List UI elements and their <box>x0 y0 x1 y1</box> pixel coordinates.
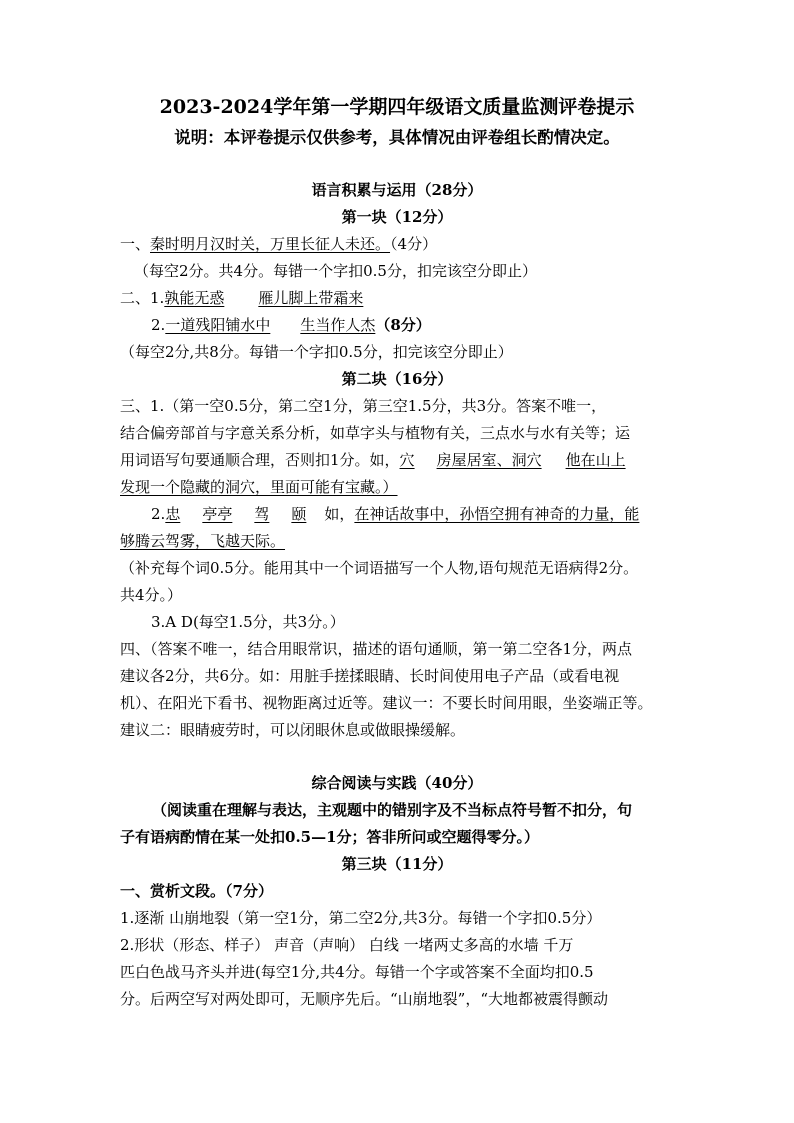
question-2-2-prefix: 2. <box>151 316 166 334</box>
question-2-answer-3: 一道残阳铺水中 <box>165 316 271 334</box>
block1-heading: 第一块（12分） <box>341 208 453 226</box>
section-1-heading: 一、赏析文段。（7分） <box>120 882 273 900</box>
question-2-line1 <box>120 288 363 308</box>
question-3-text: 用词语写句要通顺合理，否则扣1分。如， <box>120 451 400 469</box>
question-2-answer-4: 生当作人杰 <box>300 316 376 334</box>
question-1-answer: 秦时明月汉时关，万里长征人未还。 <box>150 235 391 253</box>
question-3-2-prefix: 2. <box>151 505 166 523</box>
part2-note-line1: （阅读重在理解与表达，主观题中的错别字及不当标点符号暂不扣分，句 <box>152 801 633 819</box>
question-2-answer-2: 雁儿脚上带霜来 <box>258 289 364 307</box>
question-3-line3 <box>120 450 626 470</box>
question-4-line2: 建议各2分，共6分。如：用脏手搓揉眼睛、长时间使用电子产品（或看电视 <box>120 667 620 685</box>
question-1-note: （每空2分。共4分。每错一个字扣0.5分，扣完该空分即止） <box>134 262 537 280</box>
question-1-prefix: 一、 <box>120 235 151 253</box>
reading-question-1: 1.逐渐 山崩地裂（第一空1分，第二空2分,共3分。每错一个字扣0.5分） <box>120 909 602 927</box>
part2-note-line2: 子有语病酌情在某一处扣0.5—1分；答非所问或空题得零分。） <box>120 828 540 846</box>
part2-heading: 综合阅读与实践（40分） <box>311 774 483 792</box>
question-3-2-note-2: 共4分。） <box>120 586 183 604</box>
question-4-line4: 建议二：眼睛疲劳时，可以闭眼休息或做眼操缓解。 <box>120 721 466 739</box>
reading-question-2-line1: 2.形状（形态、样子） 声音（声响） 白线 一堵两丈多高的水墙 千万 <box>120 936 574 954</box>
block2-heading: 第二块（16分） <box>341 370 453 388</box>
question-3-2-sentence-1: 在神话故事中，孙悟空拥有神奇的力量，能 <box>354 505 640 523</box>
question-3-2-line1 <box>151 504 639 524</box>
question-3-2-word-4: 颐 <box>291 505 307 523</box>
question-3-3: 3.A D(每空1.5分，共3分。） <box>151 613 345 631</box>
question-3-answer-3: 他在山上 <box>565 451 626 469</box>
question-2-line2 <box>151 315 431 335</box>
question-3-2-word-1: 忠 <box>165 505 181 523</box>
question-3-line1: 三、1.（第一空0.5分，第二空1分，第三空1.5分，共3分。答案不唯一， <box>120 397 607 415</box>
question-2-score: （8分） <box>375 316 431 334</box>
question-3-2-word-3: 驾 <box>254 505 270 523</box>
question-1 <box>120 234 437 254</box>
reading-question-2-line2: 匹白色战马齐头并进(每空1分,共4分。每错一个字或答案不全面均扣0.5 <box>120 963 594 981</box>
question-2-prefix: 二、1. <box>120 289 165 307</box>
question-3-answer-2: 房屋居室、洞穴 <box>436 451 542 469</box>
question-3-2-word-2: 亭亭 <box>202 505 233 523</box>
question-2-answer-1: 孰能无惑 <box>164 289 225 307</box>
document-subtitle: 说明：本评卷提示仅供参考，具体情况由评卷组长酌情决定。 <box>174 128 620 147</box>
question-2-note: （每空2分,共8分。每错一个字扣0.5分，扣完该空分即止） <box>120 343 513 361</box>
part1-heading: 语言积累与运用（28分） <box>311 181 483 199</box>
reading-question-2-line3: 分。后两空写对两处即可，无顺序先后。“山崩地裂”，“大地都被震得颤动 <box>120 990 609 1008</box>
question-4-line1: 四、（答案不唯一，结合用眼常识，描述的语句通顺，第一第二空各1分，两点 <box>120 640 633 658</box>
question-3-2-ru: 如， <box>324 505 355 523</box>
document-title: 2023-2024学年第一学期四年级语文质量监测评卷提示 <box>159 96 635 118</box>
question-3-2-sentence-2: 够腾云驾雾，飞越天际。 <box>120 532 286 550</box>
question-3-line4: 发现一个隐藏的洞穴，里面可能有宝藏。） <box>120 478 398 496</box>
question-3-answer-1: 穴 <box>399 451 415 469</box>
block3-heading: 第三块（11分） <box>341 855 453 873</box>
question-1-score: （4分） <box>390 235 438 253</box>
question-4-line3: 机）、在阳光下看书、视物距离过近等。建议一：不要长时间用眼，坐姿端正等。 <box>120 694 653 712</box>
question-3-2-note-1: （补充每个词0.5分。能用其中一个词语描写一个人物,语句规范无语病得2分。 <box>120 559 639 577</box>
question-3-line2: 结合偏旁部首与字意关系分析，如草字头与植物有关，三点水与水有关等；运 <box>120 424 631 442</box>
